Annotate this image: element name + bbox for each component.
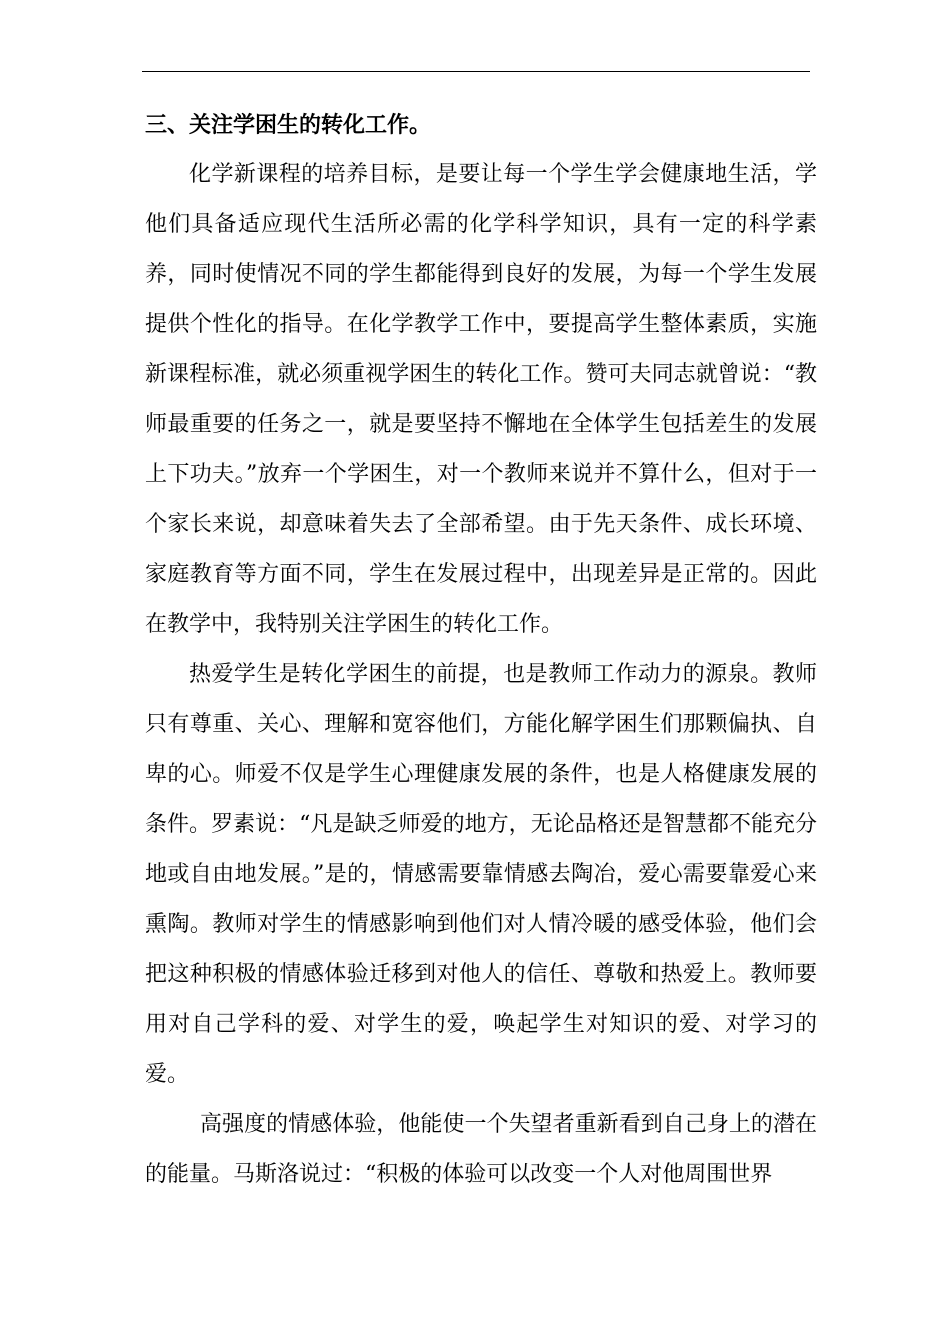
paragraph-2: 热爱学生是转化学困生的前提，也是教师工作动力的源泉。教师只有尊重、关心、理解和宽容他们，方能化解学困生们那颗偏执、自卑的心。师爱不仅是学生心理健康发展的条件，也是人格健康发展的条件。罗素说：“凡是缺乏师爱的地方，无论品格还是智慧都不能充分地或自由地发展。”是的，情感需要靠情感去陶冶，爱心需要靠爱心来熏陶。教师对学生的情感影响到他们对人情冷暖的感受体验，他们会把这种积极的情感体验迁移到对他人的信任、尊敬和热爱上。教师要用对自己学科的爱、对学生的爱，唤起学生对知识的爱、对学习的爱。 — [145, 662, 817, 1087]
paragraph-3: 高强度的情感体验，他能使一个失望者重新看到自己身上的潜在的能量。马斯洛说过：“积极的体验可以改变一个人对他周围世界 — [145, 1112, 817, 1187]
section-heading: 三、关注学困生的转化工作。 — [145, 112, 432, 138]
paragraph-1: 化学新课程的培养目标，是要让每一个学生学会健康地生活，学他们具备适应现代生活所必需的化学科学知识，具有一定的科学素养，同时使情况不同的学生都能得到良好的发展，为每一个学生发展提供个性化的指导。在化学教学工作中，要提高学生整体素质，实施新课程标准，就必须重视学困生的转化工作。赞可夫同志就曾说：“教师最重要的任务之一，就是要坚持不懈地在全体学生包括差生的发展上下功夫。”放弃一个学困生，对一个教师来说并不算什么，但对于一个家长来说，却意味着失去了全部希望。由于先天条件、成长环境、家庭教育等方面不同，学生在发展过程中，出现差异是正常的。因此在教学中，我特别关注学困生的转化工作。 — [145, 162, 817, 637]
header-rule — [142, 71, 810, 72]
document-body — [145, 100, 817, 1200]
